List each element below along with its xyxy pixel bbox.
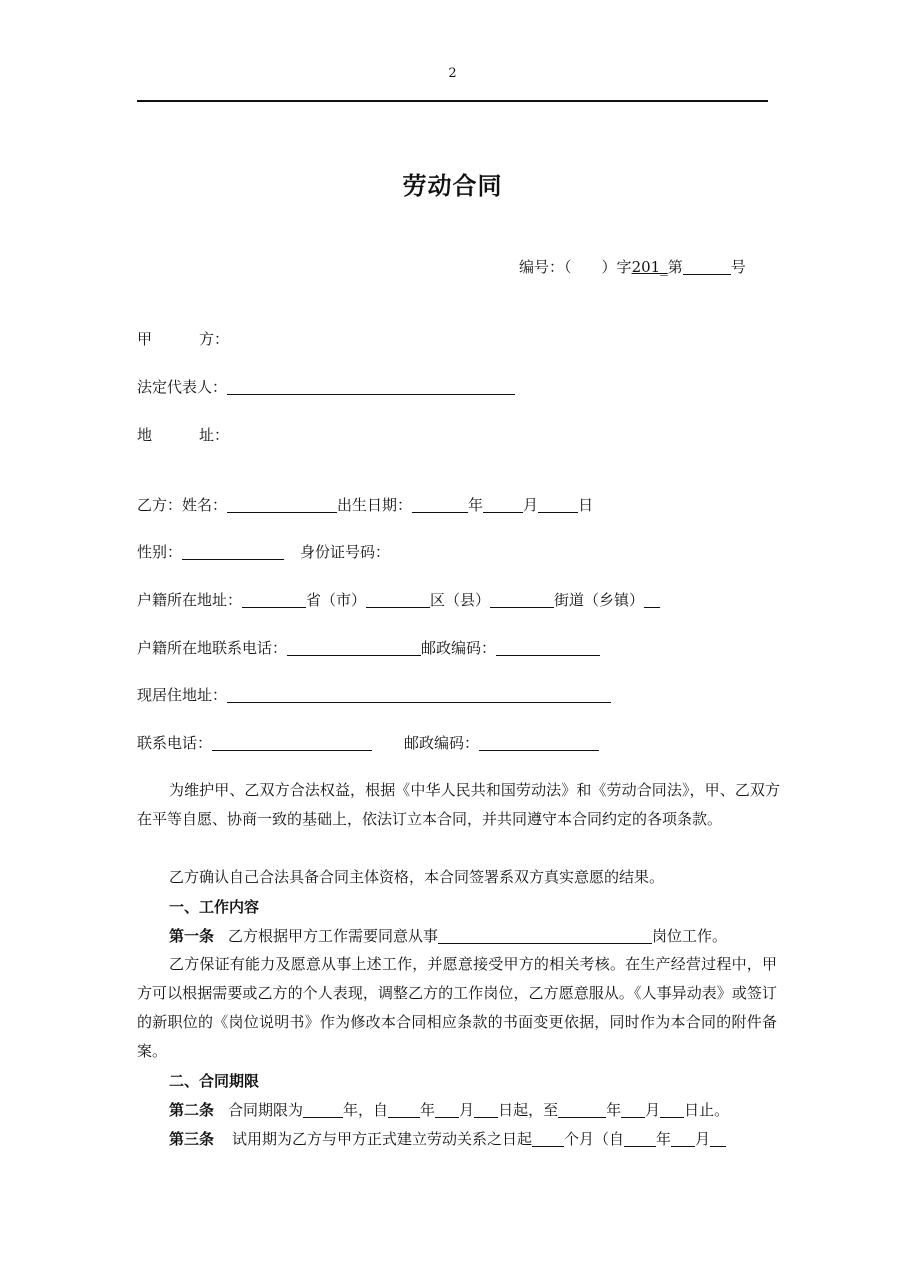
article-2-text-4: 月 [459, 1101, 475, 1119]
article-1-paragraph: 乙方保证有能力及愿意从事上述工作，并愿意接受甲方的相关考核。在生产经营过程中，甲方可以根据需要或乙方的个人表现，调整乙方的工作岗位，乙方愿意服从。《人事异动表》或签订的新职位的《岗位说明书》作为修改本合同相应条款的书面变更依据，同时作为本合同的附件备案。 [137, 955, 777, 1060]
article-2-text-1: 合同期限为 [228, 1101, 304, 1119]
end-day-field[interactable] [660, 1102, 684, 1118]
birth-day-field[interactable] [538, 497, 578, 513]
birth-day-label: 日 [578, 496, 594, 514]
legal-rep-line [137, 378, 515, 396]
birth-year-field[interactable] [412, 497, 468, 513]
probation-month-field[interactable] [671, 1131, 695, 1147]
legal-rep-field[interactable] [227, 379, 515, 395]
article-2-text-7: 月 [645, 1101, 661, 1119]
article-1-text: 乙方根据甲方工作需要同意从事 [228, 927, 439, 945]
article-3-text-4: 月 [695, 1130, 711, 1148]
end-month-field[interactable] [621, 1102, 645, 1118]
start-day-field[interactable] [474, 1102, 498, 1118]
article-2-label: 第二条 [169, 1101, 215, 1119]
postcode-field-2[interactable] [479, 735, 599, 751]
birth-month-label: 月 [523, 496, 539, 514]
gender-label: 性别： [137, 543, 183, 561]
article-2-text-3: 年 [420, 1101, 436, 1119]
serial-blank[interactable] [683, 259, 731, 275]
article-3-text-2: 个月（自 [564, 1130, 625, 1148]
address-label-2: 址： [199, 426, 230, 444]
serial-year: 201_ [631, 258, 668, 276]
party-a-label-jia: 甲 [137, 330, 153, 348]
serial-label: 编号： [519, 258, 565, 276]
phone-label: 联系电话： [137, 734, 213, 752]
article-3-text-3: 年 [656, 1130, 672, 1148]
section-contract-term: 二、合同期限 [169, 1072, 260, 1090]
hukou-phone-label: 户籍所在地联系电话： [137, 639, 288, 657]
gender-field[interactable] [182, 544, 284, 560]
postcode-label-2: 邮政编码： [404, 734, 480, 752]
postcode-field[interactable] [496, 640, 600, 656]
page-number: 2 [448, 66, 457, 81]
article-3-text-1: 试用期为乙方与甲方正式建立劳动关系之日起 [232, 1130, 533, 1148]
postcode-label: 邮政编码： [421, 639, 497, 657]
probation-year-field[interactable] [624, 1131, 656, 1147]
id-label: 身份证号码： [300, 543, 391, 561]
birth-label: 出生日期： [337, 496, 413, 514]
street-field[interactable] [490, 592, 554, 608]
legal-rep-label: 法定代表人： [137, 378, 228, 396]
preamble-paragraph: 为维护甲、乙双方合法权益，根据《中华人民共和国劳动法》和《劳动合同法》，甲、乙双方在平等自愿、协商一致的基础上，依法订立本合同，并共同遵守本合同约定的各项条款。 [137, 781, 780, 828]
birth-year-label: 年 [468, 496, 484, 514]
article-1 [169, 927, 727, 945]
article-2 [169, 1101, 729, 1119]
party-b-name-line [137, 496, 593, 514]
street-label: 街道（乡镇） [554, 591, 645, 609]
name-field[interactable] [227, 497, 337, 513]
paren-close: ） [601, 258, 617, 276]
article-1-text-after: 岗位工作。 [652, 927, 728, 945]
hukou-phone-field[interactable] [287, 640, 421, 656]
header-rule [137, 100, 768, 102]
article-2-text-5: 日起，至 [498, 1101, 559, 1119]
position-field[interactable] [438, 928, 652, 944]
phone-line [137, 734, 599, 752]
serial-zi: 字 [616, 258, 632, 276]
end-year-field[interactable] [558, 1102, 606, 1118]
district-field[interactable] [366, 592, 430, 608]
current-address-label: 现居住地址： [137, 686, 228, 704]
article-2-text-2: 年，自 [343, 1101, 389, 1119]
preamble-confirmation: 乙方确认自己合法具备合同主体资格，本合同签署系双方真实意愿的结果。 [169, 868, 665, 886]
paren-open: （ [564, 258, 572, 276]
article-3 [169, 1130, 726, 1148]
article-3-label: 第三条 [169, 1130, 215, 1148]
serial-hao: 号 [730, 258, 746, 276]
street-tail-field[interactable] [644, 592, 660, 608]
name-label: 乙方：姓名： [137, 496, 228, 514]
hukou-label: 户籍所在地址： [137, 591, 243, 609]
party-a-label-fang: 方： [199, 330, 230, 348]
probation-tail-field[interactable] [710, 1131, 726, 1147]
province-field[interactable] [242, 592, 306, 608]
serial-number-line [519, 258, 746, 276]
birth-month-field[interactable] [483, 497, 523, 513]
address-label-1: 地 [137, 426, 153, 444]
party-a-address-line [137, 426, 229, 444]
section-work-content: 一、工作内容 [169, 898, 260, 916]
document-title: 劳动合同 [402, 172, 503, 200]
province-label: 省（市） [306, 591, 367, 609]
probation-months-field[interactable] [532, 1131, 564, 1147]
party-a-line [137, 330, 229, 348]
current-address-field[interactable] [227, 687, 611, 703]
hukou-phone-line [137, 639, 600, 657]
article-1-label: 第一条 [169, 927, 215, 945]
current-address-line [137, 686, 611, 704]
serial-di: 第 [667, 258, 683, 276]
article-2-text-8: 日止。 [684, 1101, 730, 1119]
term-years-field[interactable] [303, 1102, 343, 1118]
hukou-address-line [137, 591, 660, 609]
gender-id-line [137, 543, 390, 561]
phone-field[interactable] [212, 735, 372, 751]
article-2-text-6: 年 [606, 1101, 622, 1119]
start-year-field[interactable] [388, 1102, 420, 1118]
start-month-field[interactable] [435, 1102, 459, 1118]
district-label: 区（县） [430, 591, 491, 609]
